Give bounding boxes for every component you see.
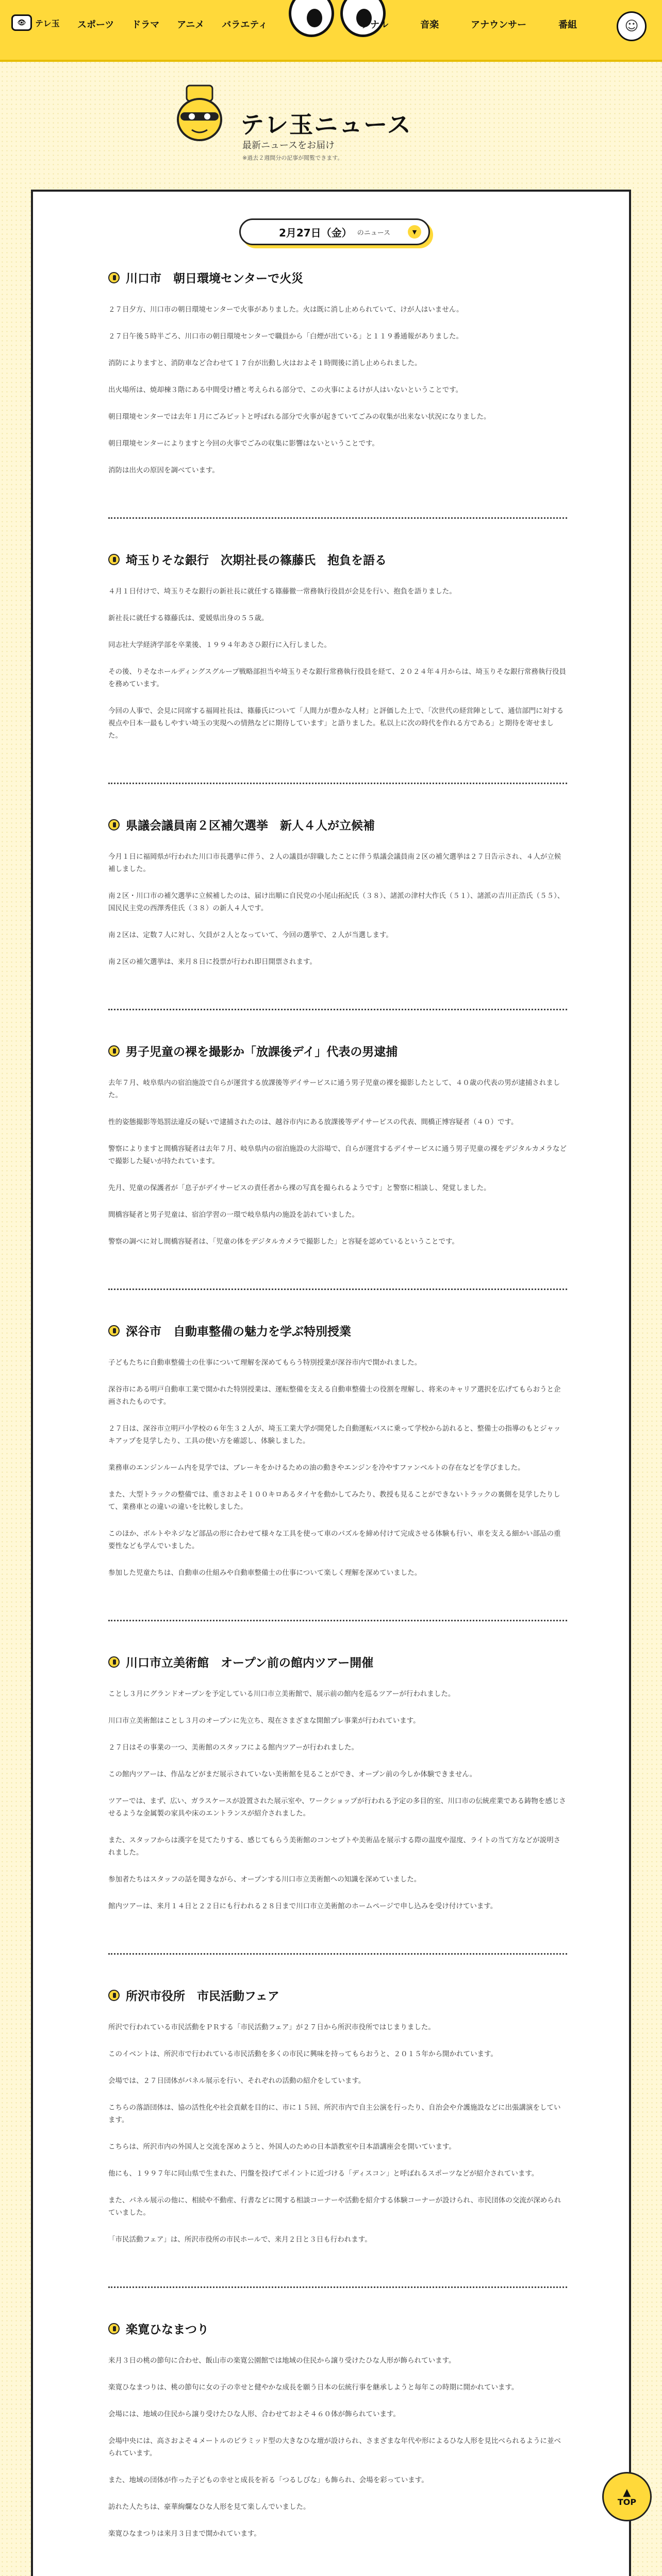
article-title: 川口市立美術館 オープン前の館内ツアー開催 [126, 1656, 374, 1670]
news-mascot-icon [171, 82, 228, 144]
date-selector[interactable] [239, 218, 430, 245]
left-eye-icon [289, 0, 334, 37]
article-paragraph: 訪れた人たちは、豪華絢爛なひな人形を見て楽しんでいました。 [108, 2503, 310, 2511]
article-header [108, 269, 567, 286]
news-bullet-icon [108, 1045, 120, 1057]
article-list [108, 269, 567, 2576]
nav-item-programs[interactable]: 番組 [558, 20, 577, 30]
article-paragraph: ２７日夕方、川口市の朝日環境センターで火事がありました。火は既に消し止められていて、けが人はいません。 [108, 306, 464, 314]
article-title: 楽寛ひなまつり [126, 2323, 209, 2336]
article-paragraph: 会場には、地域の住民から譲り受けたひな人形、合わせておよそ４６０体が飾られています。 [108, 2410, 400, 2418]
news-article [108, 816, 567, 1010]
article-paragraph: また、地域の団体が作った子どもの幸せと成長を祈る「つるしびな」も飾られ、会場を彩っています。 [108, 2476, 428, 2484]
article-paragraph: 参加した児童たちは、自動車の仕組みや自動車整備士の仕事について楽しく理解を深めていました。 [108, 1569, 422, 1577]
article-paragraph: 出火場所は、焼却棟３階にある中間受け槽と考えられる部分で、この火事によるけが人はいないということです。 [108, 386, 463, 394]
site-header [0, 0, 662, 62]
article-header [108, 1987, 567, 2004]
article-paragraph: 参加者たちはスタッフの話を聞きながら、オープンする川口市立美術館への知識を深めていました。 [108, 1875, 421, 1884]
article-paragraph: この館内ツアーは、作品などがまだ展示されていない美術館を見ることができ、オープン前の今しか体験できません。 [108, 1770, 477, 1778]
article-paragraph: 会場中央には、高さおよそ４メートルのピラミッド型の大きなひな壇が設けられ、さまざまな年代や形によるひな人形を見比べられるように並べられています。 [108, 2437, 561, 2458]
article-paragraph: 深谷市にある明戸自動車工業で開かれた特別授業は、運転整備を支える自動車整備士の役割を理解し、将来のキャリア選択を広げてもらおうと企画されたものです。 [108, 1385, 561, 1406]
article-paragraph: 同志社大学経済学部を卒業後、１９９４年あさひ銀行に入行しました。 [108, 641, 331, 649]
news-article [108, 1322, 567, 1621]
logo-mark-icon: 👁 [11, 14, 32, 31]
archive-note: ※過去２週間分の記事が閲覧できます。 [242, 155, 343, 161]
logo-text: テレ玉 [35, 18, 60, 28]
article-paragraph: その後、りそなホールディングスグループ戦略部担当や埼玉りそな銀行常務執行役員を経て、２０２４年４月からは、埼玉りそな銀行常務執行役員を務めています。 [108, 668, 566, 688]
site-logo[interactable] [11, 14, 60, 31]
nav-item-music[interactable]: 音楽 [420, 20, 439, 30]
news-article [108, 1653, 567, 1955]
article-paragraph: 朝日環境センターでは去年１月にごみピットと呼ばれる部分で火事が起きていてごみの収集が出来ない状況になりました。 [108, 413, 491, 421]
article-paragraph: 南２区の補欠選挙は、来月８日に投票が行われ即日開票されます。 [108, 958, 317, 966]
mascot-face-icon: ☺ [617, 11, 647, 41]
article-paragraph: 新社長に就任する篠藤氏は、愛媛県出身の５５歳。 [108, 614, 269, 622]
nav-item-announcer[interactable]: アナウンサー [471, 20, 527, 30]
article-paragraph: ２７日はその事業の一つ、美術館のスタッフによる館内ツアーが行われました。 [108, 1743, 359, 1752]
article-paragraph: このイベントは、所沢市で行われている市民活動を多くの市民に興味を持ってもらおうと、２０１５年から開かれています。 [108, 2050, 498, 2058]
article-title: 川口市 朝日環境センターで火災 [126, 272, 304, 285]
article-paragraph: 来月３日の桃の節句に合わせ、飯山市の楽寛公園館では地域の住民から譲り受けたひな人形が飾られています。 [108, 2357, 456, 2365]
article-paragraph: 楽寛ひなまつりは来月３日まで開かれています。 [108, 2530, 261, 2538]
article-paragraph: 「市民活動フェア」は、所沢市役所の市民ホールで、来月２日と３日も行われます。 [108, 2235, 372, 2244]
article-paragraph: 性的姿態撮影等処罰法違反の疑いで逮捕されたのは、越谷市内にある放課後等デイサービスの代表、間橋正博容疑者（４０）です。 [108, 1118, 518, 1126]
article-paragraph: 去年７月、岐阜県内の宿泊施設で自らが運営する放課後等デイサービスに通う男子児童の裸を撮影したとして、４０歳の代表の男が逮捕されました。 [108, 1079, 560, 1099]
news-bullet-icon [108, 272, 120, 283]
news-article [108, 269, 567, 519]
article-paragraph: 川口市立美術館はことし３月のオープンに先立ち、現在さまざまな開館プレ事業が行われています。 [108, 1717, 420, 1725]
main-nav-right [361, 18, 577, 31]
date-selector-value: 2月27日（金） [278, 226, 352, 239]
article-paragraph: 警察によりますと間橋容疑者は去年７月、岐阜県内の宿泊施設の大浴場で、自らが運営するデイサービスに通う男子児童の裸をデジタルカメラなどで撮影した疑いが持たれています。 [108, 1145, 567, 1165]
article-paragraph: 今月１日に福岡県が行われた川口市長選挙に伴う、２人の議員が辞職したことに伴う県議会議員南２区の補欠選挙は２７日告示され、４人が立候補しました。 [108, 853, 561, 873]
chevron-down-icon[interactable]: ▼ [408, 225, 421, 239]
nav-item-personal[interactable]: ソナル [361, 20, 389, 30]
article-paragraph: こちらは、所沢市内の外国人と交流を深めようと、外国人のための日本語教室や日本語講座会を開いています。 [108, 2143, 456, 2151]
news-article [108, 2320, 567, 2576]
article-paragraph: また、パネル展示の他に、相続や不動産、行書などに関する相談コーナーや活動を紹介する体験コーナーが設けられ、市民団体の交流が深められていました。 [108, 2196, 561, 2217]
article-paragraph: ２７日午後５時半ごろ、川口市の朝日環境センターで職員から「白煙が出ている」と１１９番通報がありました。 [108, 332, 463, 341]
article-paragraph: 南２区・川口市の補欠選挙に立候補したのは、届け出順に自民党の小尾山拓紀氏（３８）、諸派の津村大作氏（５１）、諸派の吉川正浩氏（５５）、国民民主党の西澤秀佳氏（３８）の新人４人です。 [108, 892, 565, 912]
main-nav-left [77, 18, 268, 31]
article-paragraph: 消防によりますと、消防車など合わせて１７台が出動し火はおよそ１時間後に消し止められました。 [108, 359, 422, 367]
article-title: 県議会議員南２区補欠選挙 新人４人が立候補 [126, 819, 375, 833]
article-paragraph: 館内ツアーは、来月１４日と２２日にも行われる２８日まで川口市立美術館のホームページで申し込みを受け付けています。 [108, 1902, 498, 1910]
article-title: 男子児童の裸を撮影か「放課後デイ」代表の男逮捕 [126, 1045, 398, 1059]
news-bullet-icon [108, 819, 120, 831]
article-paragraph: ２７日は、深谷市立明戸小学校の６年生３２人が、埼玉工業大学が開発した自動運転バスに乗って学校から訪れると、整備士の指導のもとジャッキアップを見学したり、工具の使い方を確認し、体験しました。 [108, 1425, 561, 1445]
article-paragraph: 所沢で行われている市民活動をＰＲする「市民活動フェア」が２７日から所沢市役所ではじまりました。 [108, 2023, 435, 2031]
article-paragraph: 楽寛ひなまつりは、桃の節句に女の子の幸せと健やかな成長を願う日本の伝統行事を継承しようと毎年この時期に開かれています。 [108, 2383, 519, 2392]
nav-item-sports[interactable]: スポーツ [77, 20, 114, 30]
article-header [108, 816, 567, 833]
article-paragraph: 子どもたちに自動車整備士の仕事について理解を深めてもらう特別授業が深谷市内で開かれました。 [108, 1359, 422, 1367]
article-paragraph: 会場では、２７日団体がパネル展示を行い、それぞれの活動の紹介をしています。 [108, 2077, 366, 2085]
page-top-button[interactable] [602, 2472, 652, 2521]
arrow-up-icon: ▲ [623, 2485, 631, 2498]
article-title: 深谷市 自動車整備の魅力を学ぶ特別授業 [126, 1325, 351, 1338]
article-paragraph: 南２区は、定数７人に対し、欠員が２人となっていて、今回の選挙で、２人が当選します。 [108, 931, 393, 939]
article-header [108, 1322, 567, 1339]
article-paragraph: ことし３月にグランドオープンを予定している川口市立美術館で、展示前の館内を巡るツアーが行われました。 [108, 1690, 455, 1698]
article-paragraph: こちらの落語団体は、協の活性化や社会貢献を目的に、市に１５回、所沢市内で自主公演を行ったり、自治会や介護施設などに出張講演をしています。 [108, 2104, 561, 2124]
nav-item-drama[interactable]: ドラマ [131, 20, 160, 30]
date-selector-suffix: のニュース [357, 229, 391, 237]
article-paragraph: また、大型トラックの整備では、重さおよそ１００キロあるタイヤを動かしてみたり、教授も見ることができないトラックの裏側を見学したりして、業務車との違いの違いを比較しました。 [108, 1490, 560, 1511]
article-paragraph: 先月、児童の保護者が「息子がデイサービスの責任者から裸の写真を撮られるようです」と警察に相談し、発覚しました。 [108, 1184, 491, 1192]
news-card [31, 190, 631, 2576]
article-title: 所沢市役所 市民活動フェア [126, 1990, 279, 2003]
news-bullet-icon [108, 1656, 120, 1668]
news-bullet-icon [108, 2323, 120, 2334]
article-paragraph: ４月１日付けで、埼玉りそな銀行の新社長に就任する篠藤徹一常務執行役員が会見を行い、抱負を語りました。 [108, 587, 456, 596]
page-title: テレ玉ニュース [240, 111, 412, 139]
news-bullet-icon [108, 1325, 120, 1336]
article-paragraph: 今回の人事で、会見に同席する福岡社長は、篠藤氏について「人間力が豊かな人材」と評価した上で、「次世代の経営陣として、通信部門に対する視点や日本一最もしやすい埼玉の実現への情熱などに期待しています」と語りました。私以上に次の時代を作れる方である」と期待を寄せました。 [108, 707, 564, 740]
news-article [108, 551, 567, 784]
news-bullet-icon [108, 554, 120, 565]
article-paragraph: 警察の調べに対し間橋容疑者は、「児童の体をデジタルカメラで撮影した」と容疑を認めているということです。 [108, 1238, 459, 1246]
article-header [108, 551, 567, 568]
article-paragraph: また、スタッフからは漢字を見てたりする、感じてもらう美術館のコンセプトや美術品を展示する際の温度や湿度、ライトの当て方などが説明されました。 [108, 1836, 561, 1857]
article-header [108, 1042, 567, 1059]
article-paragraph: 朝日環境センターによりますと今回の火事でごみの収集に影響はないということです。 [108, 439, 379, 448]
news-bullet-icon [108, 1990, 120, 2001]
page-subtitle: 最新ニュースをお届け [242, 140, 335, 151]
nav-item-anime[interactable]: アニメ [177, 20, 205, 30]
article-paragraph: 間橋容疑者と男子児童は、宿泊学習の一環で岐阜県内の施設を訪れていました。 [108, 1211, 359, 1219]
news-hero [0, 62, 662, 191]
news-article [108, 1987, 567, 2288]
article-paragraph: 業務車のエンジンルーム内を見学では、ブレーキをかけるための油の動きやエンジンを冷やすファンベルトの存在などを学びました。 [108, 1464, 525, 1472]
article-paragraph: 他にも、１９９７年に同山県で生まれた、円盤を投げてポイントに近づける「ディスコン」と呼ばれるスポーツなどが紹介されています。 [108, 2170, 539, 2178]
page-top-label: TOP [617, 2497, 637, 2507]
article-header [108, 1653, 567, 1670]
nav-item-variety[interactable]: バラエティ [222, 20, 268, 30]
article-header [108, 2320, 567, 2337]
article-paragraph: このほか、ボルトやネジなど部品の形に合わせて様々な工具を使って車のパズルを締め付けて完成させる体験も行い、車を支える細かい部品の重要性なども学んでいました。 [108, 1530, 561, 1550]
article-paragraph: 消防は出火の原因を調べています。 [108, 466, 219, 474]
article-title: 埼玉りそな銀行 次期社長の篠藤氏 抱負を語る [126, 554, 387, 567]
article-paragraph: ツアーでは、まず、広い、ガラスケースが設置された展示室や、ワークショップが行われる予定の多目的室、川口市の伝統産業である鋳物を感じさせるような金属製の家具や床のエントランスが紹介されました。 [108, 1797, 566, 1818]
news-article [108, 1042, 567, 1290]
